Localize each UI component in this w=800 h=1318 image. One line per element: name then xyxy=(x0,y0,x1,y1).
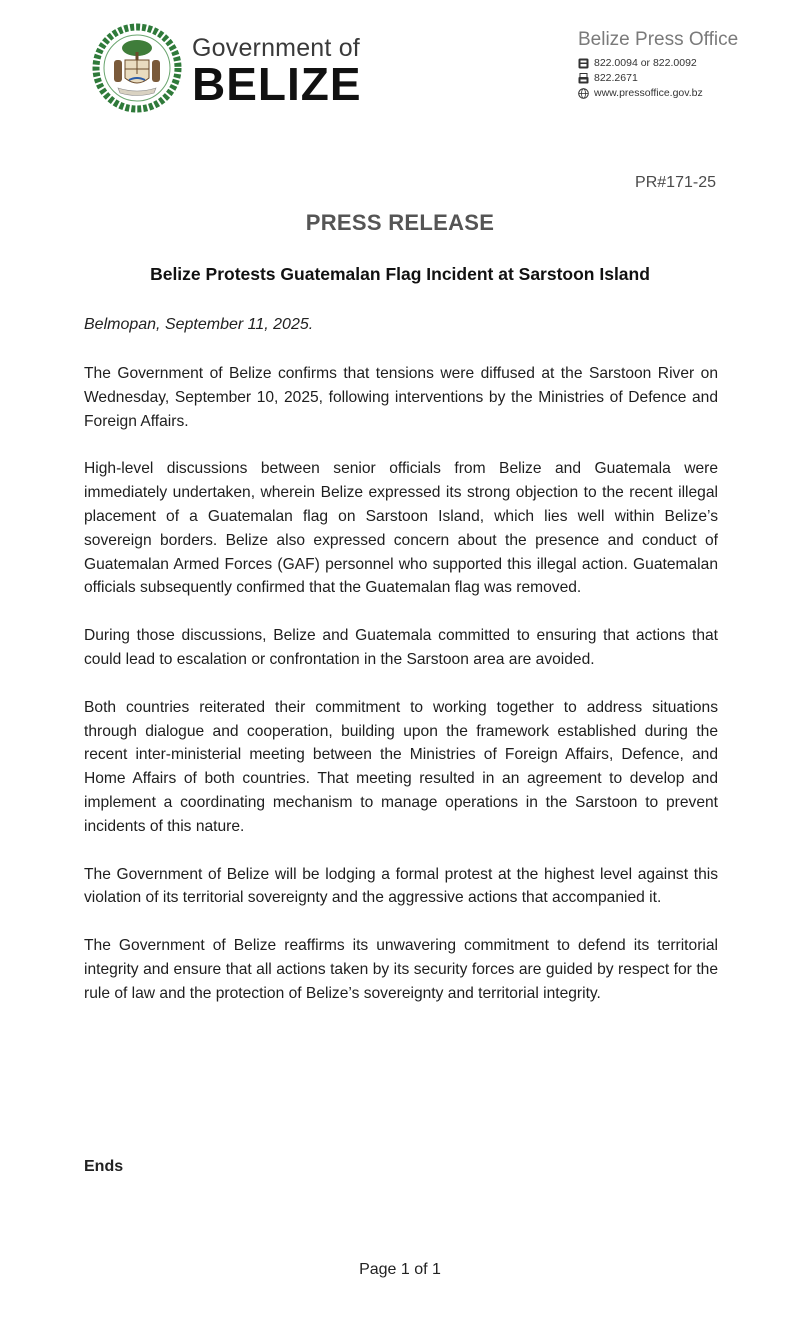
paragraph: The Government of Belize confirms that tensions were diffused at the Sarstoon River on Wednesday, September 10, 2025, following interventions by the Ministries of Defence and Foreign Affairs. xyxy=(84,365,718,430)
paragraph: Both countries reiterated their commitment to working together to address situations through dialogue and cooperation, building upon the framework established during the recent inter-ministerial meeting between the Ministries of Foreign Affairs, Defence, and Home Affairs of both countries. That meeting resulted in an agreement to develop and implement a coordinating mechanism to manage operations in the Sarstoon to prevent incidents of this nature. xyxy=(84,698,718,835)
gov-of-label: Government of xyxy=(192,34,360,62)
belize-coat-of-arms-logo xyxy=(92,22,182,114)
dateline: Belmopan, September 11, 2025. xyxy=(84,316,314,333)
body-text xyxy=(84,362,718,1030)
globe-icon xyxy=(578,88,589,99)
government-of-belize-wordmark xyxy=(192,34,362,110)
website-line xyxy=(578,86,778,101)
paragraph: The Government of Belize reaffirms its unwavering commitment to defend its territorial integrity and ensure that all actions taken by its security forces are guided by respect for the rule of law and the protection of Belize’s sovereignty and territorial integrity. xyxy=(84,937,718,1002)
press-office-title: Belize Press Office xyxy=(578,29,739,50)
website-link[interactable]: www.pressoffice.gov.bz xyxy=(594,87,703,99)
press-release-title: PRESS RELEASE xyxy=(305,210,495,235)
press-office-contact xyxy=(578,28,778,101)
paragraph: The Government of Belize will be lodging a formal protest at the highest level against this violation of its territorial sovereignty and the aggressive actions that accompanied it. xyxy=(84,865,718,907)
press-release-number: PR#171-25 xyxy=(635,174,716,191)
page-number: Page 1 of 1 xyxy=(359,1261,441,1278)
phone-icon xyxy=(578,58,589,69)
fax-icon xyxy=(578,73,589,84)
phone-number: 822.0094 or 822.0092 xyxy=(594,57,697,69)
ends-label: Ends xyxy=(84,1158,124,1175)
paragraph: High-level discussions between senior officials from Belize and Guatemala were immediately undertaken, wherein Belize expressed its strong objection to the recent illegal placement of a Guatemalan flag on Sarstoon Island, which lies well within Belize’s sovereign borders. Belize also expressed concern about the presence and conduct of Guatemalan Armed Forces (GAF) personnel who supported this illegal action. Guatemalan officials subsequently confirmed that the Guatemalan flag was removed. xyxy=(84,460,718,597)
headline: Belize Protests Guatemalan Flag Incident at Sarstoon Island xyxy=(150,264,650,284)
fax-number: 822.2671 xyxy=(594,72,638,84)
fax-line xyxy=(578,71,778,86)
belize-label: BELIZE xyxy=(192,58,362,110)
phone-line xyxy=(578,56,778,71)
paragraph: During those discussions, Belize and Guatemala committed to ensuring that actions that could lead to escalation or confrontation in the Sarstoon area are avoided. xyxy=(84,627,718,668)
